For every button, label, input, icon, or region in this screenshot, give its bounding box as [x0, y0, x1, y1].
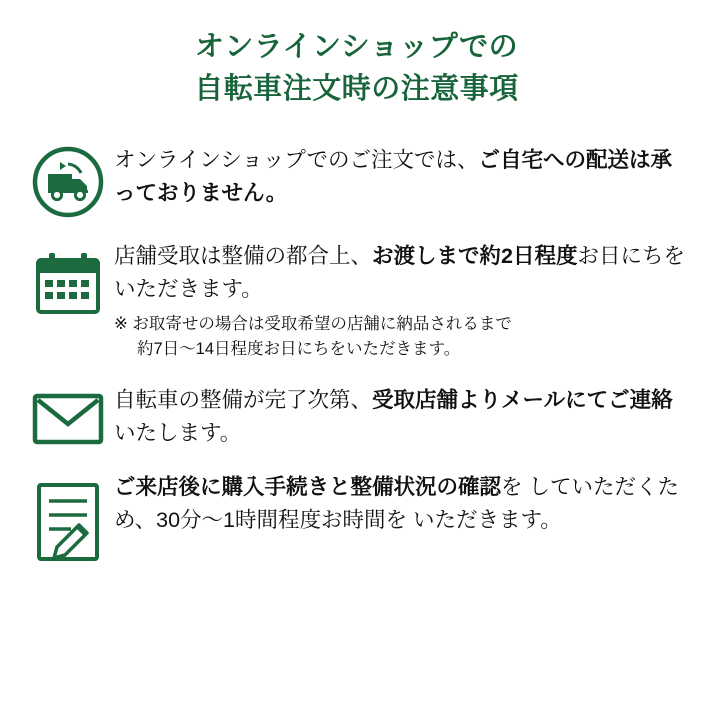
text-bold: ご自宅への配送は承っておりません。	[114, 148, 673, 205]
list-item	[22, 471, 691, 563]
text-plain: オンラインショップでのご注文では、	[114, 148, 479, 173]
icon-container	[22, 240, 114, 320]
note-line-2: 約7日〜14日程度お日にちをいただきます。	[137, 340, 461, 359]
text-tail: を していただくため、30分〜1時間程度お時間を いただきます。	[114, 475, 679, 532]
text-bold: ご来店後に購入手続きと整備状況の確認	[114, 475, 502, 500]
list-item	[22, 240, 691, 362]
notice-list	[22, 144, 691, 563]
page-title-line-2: 自転車注文時の注意事項	[194, 73, 519, 106]
text-container	[114, 384, 691, 449]
list-item-text	[114, 240, 685, 305]
envelope-icon	[31, 390, 105, 448]
text-bold: 受取店舗よりメールにてご連絡	[372, 387, 673, 412]
page-title	[22, 26, 691, 110]
text-tail: お日にちをいただきます。	[114, 244, 685, 301]
calendar-icon	[32, 250, 104, 320]
icon-container	[22, 384, 114, 448]
note-line-1: ※ お取寄せの場合は受取希望の店舗に納品されるまで	[114, 315, 512, 334]
text-tail: いたします。	[114, 420, 242, 445]
document-pen-icon	[33, 481, 103, 563]
text-bold: お渡しまで約2日程度	[372, 244, 578, 269]
text-plain: 自転車の整備が完了次第、	[114, 387, 373, 412]
text-container	[114, 471, 691, 536]
text-plain: 店舗受取は整備の都合上、	[114, 244, 373, 269]
page-title-line-1: オンラインショップでの	[194, 31, 519, 63]
icon-container	[22, 144, 114, 218]
list-item-text	[114, 384, 685, 449]
list-item	[22, 144, 691, 218]
list-item-note	[114, 312, 685, 362]
list-item-text	[114, 471, 685, 536]
list-item-text	[114, 144, 685, 209]
icon-container	[22, 471, 114, 563]
text-container	[114, 240, 691, 362]
delivery-truck-icon	[32, 146, 104, 218]
text-container	[114, 144, 691, 209]
list-item	[22, 384, 691, 449]
